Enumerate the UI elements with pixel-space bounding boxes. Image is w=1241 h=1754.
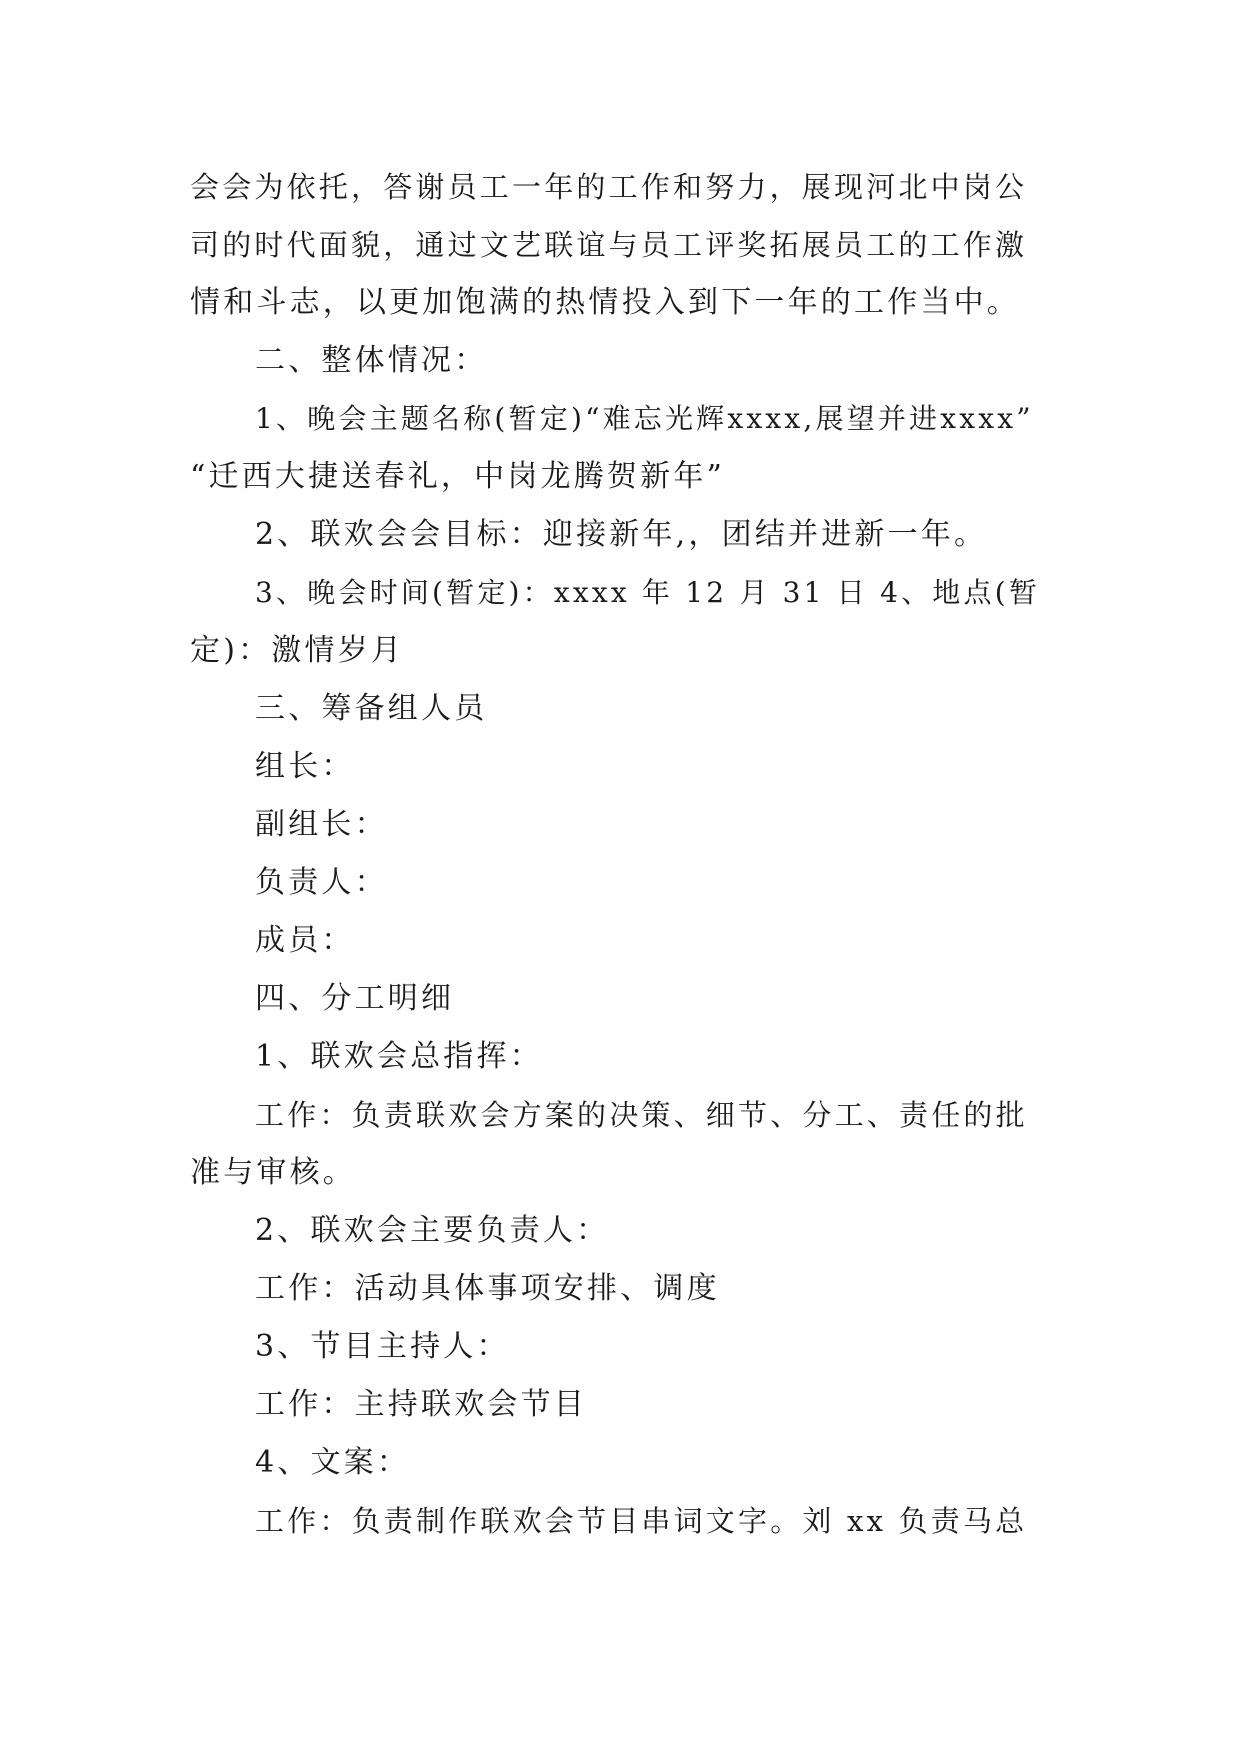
list-item-commander: 1、联欢会总指挥：	[255, 1039, 543, 1074]
list-item-time: 3、晚会时间(暂定)：xxxx 年 12 月 31 日 4、地点(暂	[255, 576, 1041, 609]
staff-members: 成员：	[255, 923, 355, 958]
text-line: 司的时代面貌，通过文艺联谊与员工评奖拓展员工的工作激	[190, 228, 1028, 262]
document-body	[190, 158, 1050, 1550]
work-description: 工作：负责制作联欢会节目串词文字。刘 xx 负责马总	[255, 1504, 1028, 1538]
text-line: 会会为依托，答谢员工一年的工作和努力，展现河北中岗公	[190, 170, 1028, 204]
work-description: 工作：主持联欢会节目	[255, 1387, 587, 1422]
list-item-goal: 2、联欢会会目标：迎接新年,，团结并进新一年。	[255, 517, 988, 552]
list-item-copywriting: 4、文案：	[255, 1445, 411, 1480]
text-line: 定)：激情岁月	[190, 633, 405, 668]
list-item-theme: 1、晚会主题名称(暂定)“难忘光辉xxxx,展望并进xxxx”	[255, 402, 1034, 435]
section-heading-overview: 二、整体情况：	[255, 343, 488, 378]
text-line: 情和斗志，以更加饱满的热情投入到下一年的工作当中。	[190, 285, 1020, 320]
staff-responsible: 负责人：	[255, 865, 388, 900]
list-item-main-responsible: 2、联欢会主要负责人：	[255, 1213, 610, 1248]
staff-leader: 组长：	[255, 749, 355, 784]
staff-deputy-leader: 副组长：	[255, 807, 388, 842]
work-description: 工作：负责联欢会方案的决策、细节、分工、责任的批	[255, 1098, 1028, 1132]
section-heading-staff: 三、筹备组人员	[255, 691, 488, 726]
list-item-host: 3、节目主持人：	[255, 1329, 510, 1364]
text-line: “迁西大捷送春礼，中岗龙腾贺新年”	[190, 459, 726, 494]
work-description: 工作：活动具体事项安排、调度	[255, 1271, 720, 1306]
text-line: 准与审核。	[190, 1155, 356, 1190]
section-heading-division: 四、分工明细	[255, 981, 455, 1016]
